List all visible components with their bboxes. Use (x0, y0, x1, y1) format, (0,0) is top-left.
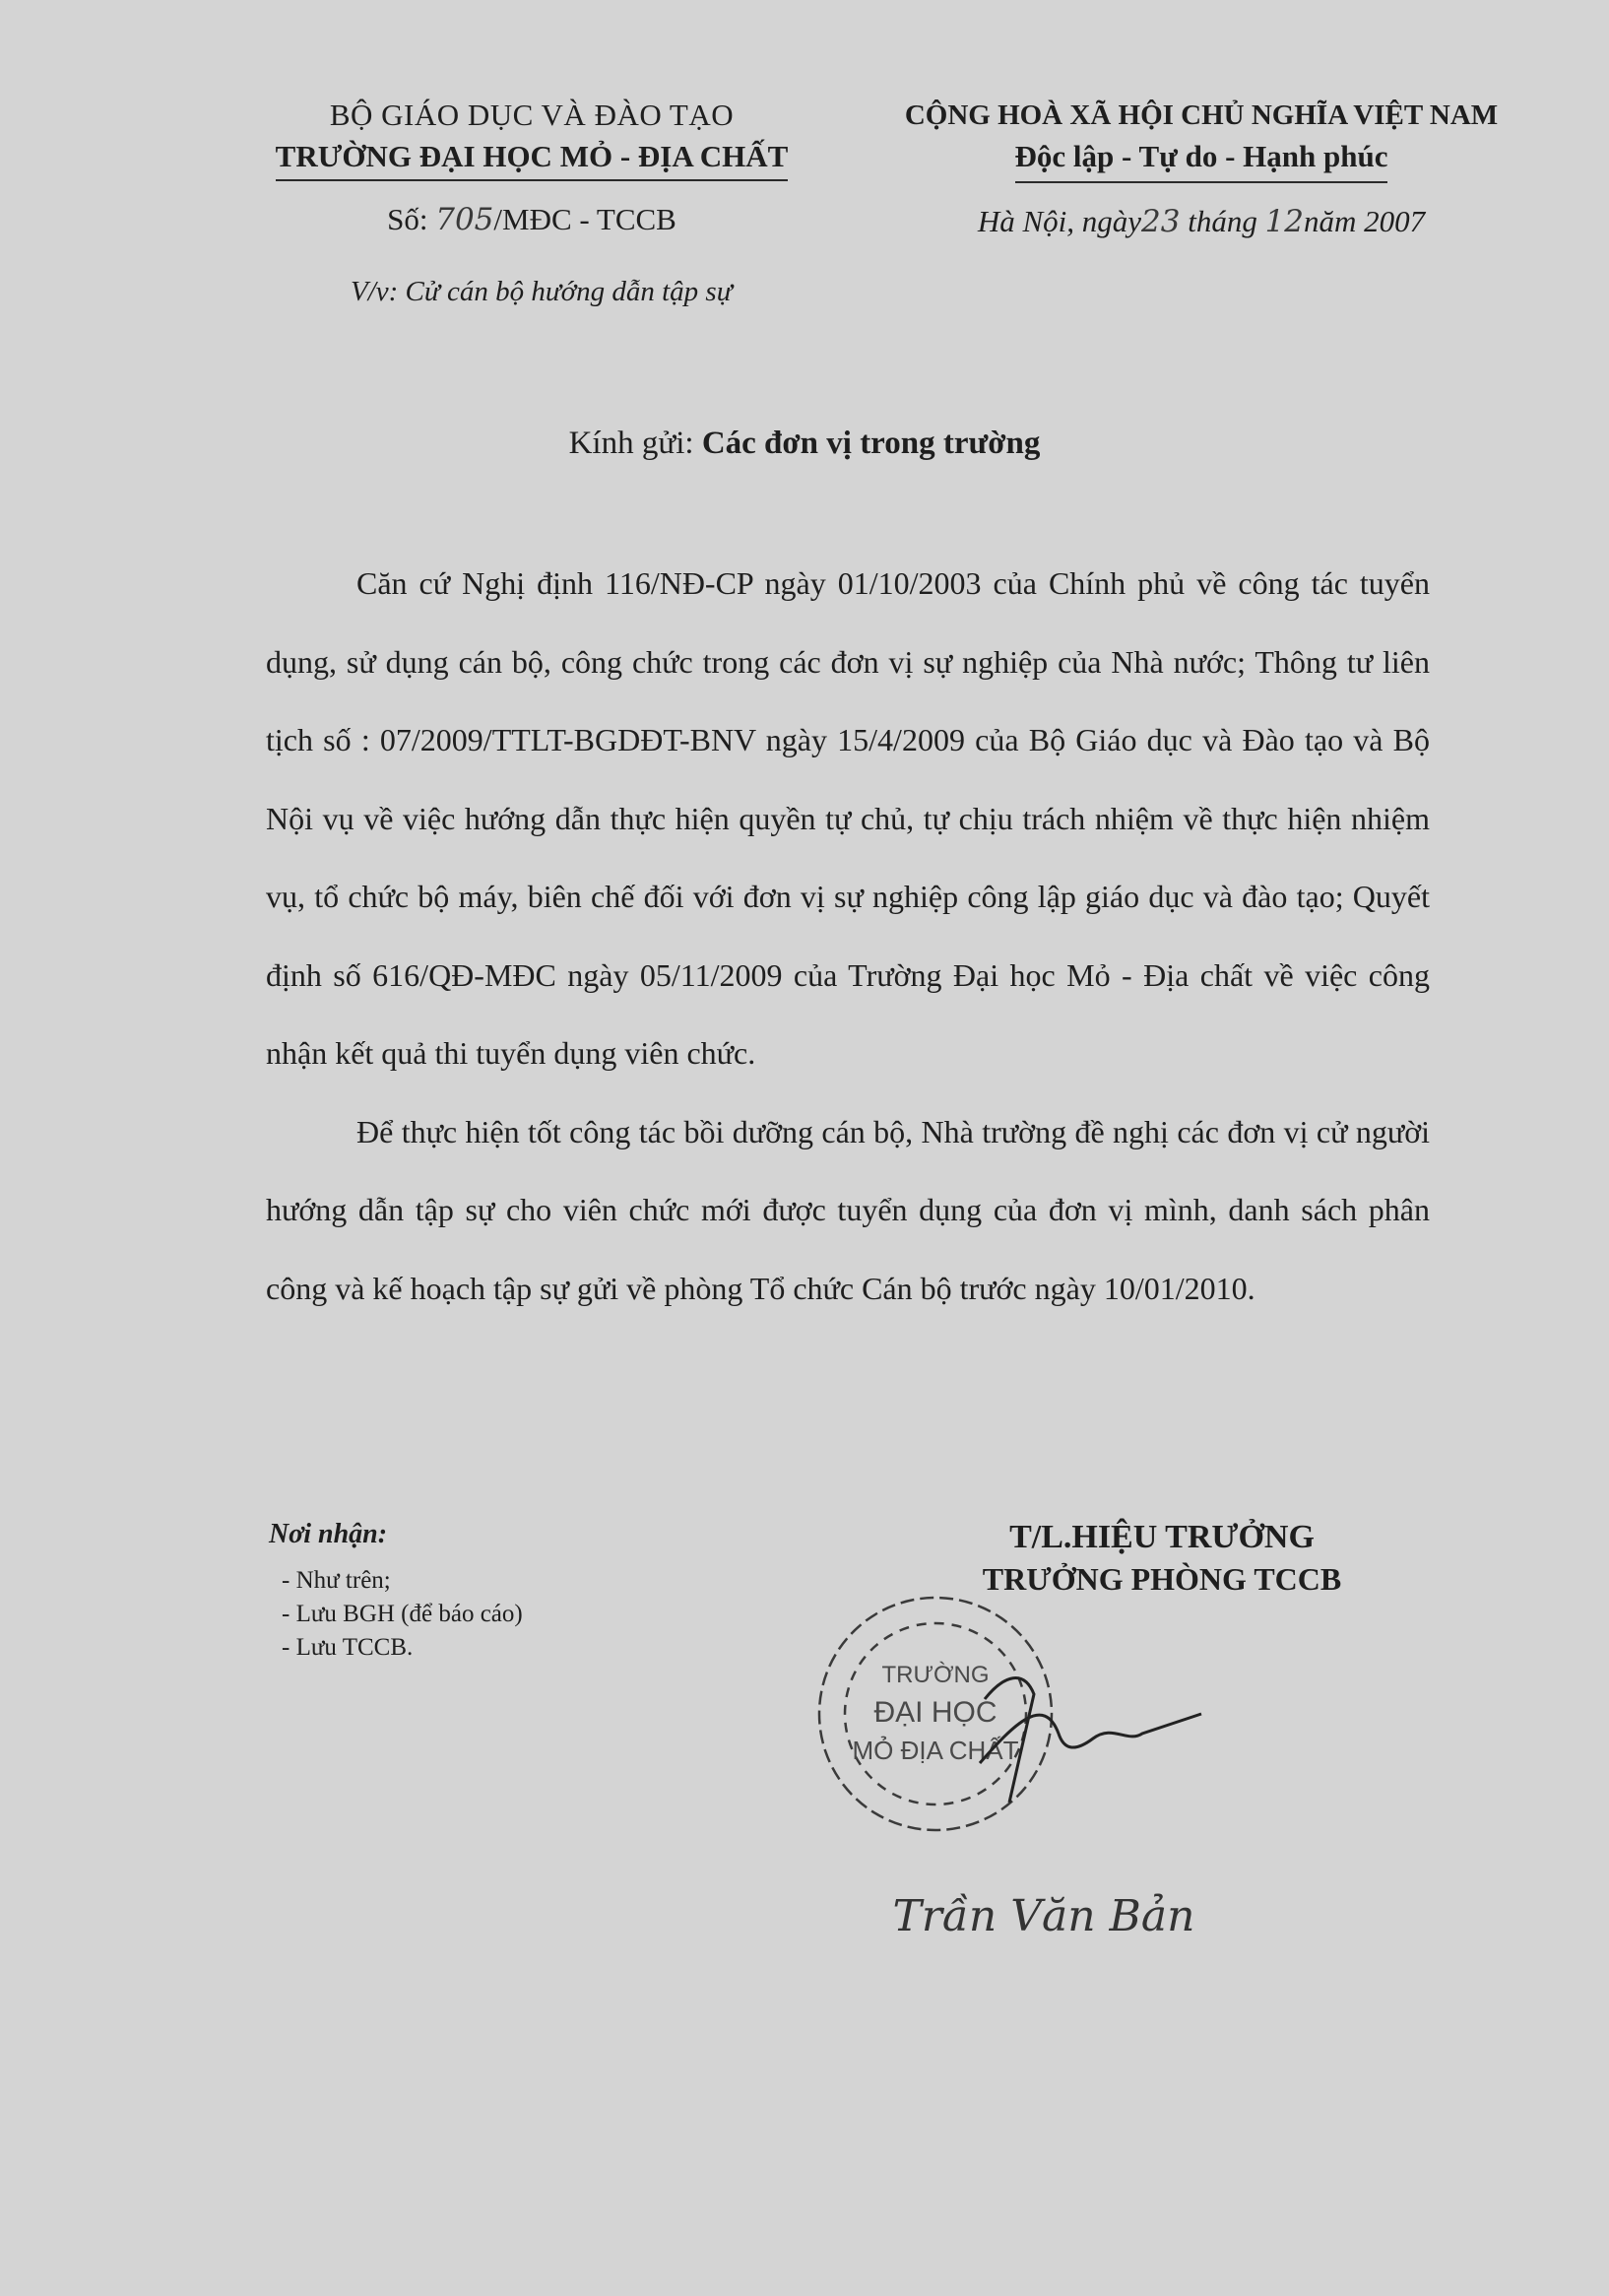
ministry-name: BỘ GIÁO DỤC VÀ ĐÀO TẠO (329, 98, 735, 132)
date-day: 23 (1141, 204, 1181, 239)
seal-text-mid: ĐẠI HỌC (873, 1696, 998, 1729)
date-month: 12 (1264, 204, 1305, 239)
university-name-text: TRƯỜNG ĐẠI HỌC MỎ - ĐỊA CHẤT (276, 136, 789, 181)
motto (817, 136, 1585, 183)
cc-item: - Như trên; (282, 1567, 391, 1594)
body-paragraph: Để thực hiện tốt công tác bồi dưỡng cán bộ, Nhà trường đề nghị các đơn vị cử người hướng dẫn tập sự cho viên chức mới được tuyển dụng của đơn vị mình, danh sách phân công và kế hoạch tập sự gửi về phòng Tổ chức Cán bộ trước ngày 10/01/2010. (266, 1113, 1430, 1306)
seal-text-top: TRƯỜNG (881, 1662, 990, 1688)
university-name (226, 136, 837, 181)
body-text (266, 545, 1430, 1328)
date-year: năm 2007 (1304, 204, 1426, 238)
body-paragraph: Căn cứ Nghị định 116/NĐ-CP ngày 01/10/2003 của Chính phủ về công tác tuyển dụng, sử dụng cán bộ, công chức trong các đơn vị sự nghiệp của Nhà nước; Thông tư liên tịch số : 07/2009/TTLT-BGDĐT-BNV ngày 15/4/2009 của Bộ Giáo dục và Đào tạo và Bộ Nội vụ về việc hướng dẫn thực hiện quyền tự chủ, tự chịu trách nhiệm về thực hiện nhiệm vụ, tổ chức bộ máy, biên chế đối với đơn vị sự nghiệp công lập giáo dục và đào tạo; Quyết định số 616/QĐ-MĐC ngày 05/11/2009 của Trường Đại học Mỏ - Địa chất về việc công nhận kết quả thi tuyển dụng viên chức. (266, 565, 1430, 1071)
cc-list (282, 1564, 523, 1665)
document-date (817, 201, 1585, 242)
header-left (226, 95, 837, 240)
recipient-label: Kính gửi: (568, 426, 694, 461)
document-number (226, 199, 837, 240)
cc-item: - Lưu TCCB. (282, 1634, 414, 1661)
signer-name: Trần Văn Bản (892, 1891, 1195, 1941)
signature-title: T/L.HIỆU TRƯỞNG (1009, 1519, 1315, 1555)
recipient (0, 426, 1609, 462)
date-prefix: Hà Nội, ngày (977, 204, 1141, 238)
cc-heading: Nơi nhận: (269, 1519, 388, 1549)
recipient-name: Các đơn vị trong trường (701, 426, 1041, 461)
subject-line: V/v: Cử cán bộ hướng dẫn tập sự (351, 276, 733, 307)
number-value: 705 (435, 202, 494, 237)
header-right (817, 95, 1585, 242)
cc-item: - Lưu BGH (để báo cáo) (282, 1601, 523, 1627)
date-month-label: tháng (1188, 204, 1257, 238)
country-name: CỘNG HOÀ XÃ HỘI CHỦ NGHĨA VIỆT NAM (904, 99, 1499, 131)
signature-subtitle: TRƯỞNG PHÒNG TCCB (982, 1561, 1342, 1597)
number-label: Số: (387, 202, 428, 236)
motto-text: Độc lập - Tự do - Hạnh phúc (1015, 136, 1388, 183)
number-suffix: /MĐC - TCCB (493, 202, 676, 236)
official-seal (798, 1576, 1211, 1871)
seal-text-bottom: MỎ ĐỊA CHẤT (852, 1736, 1019, 1765)
